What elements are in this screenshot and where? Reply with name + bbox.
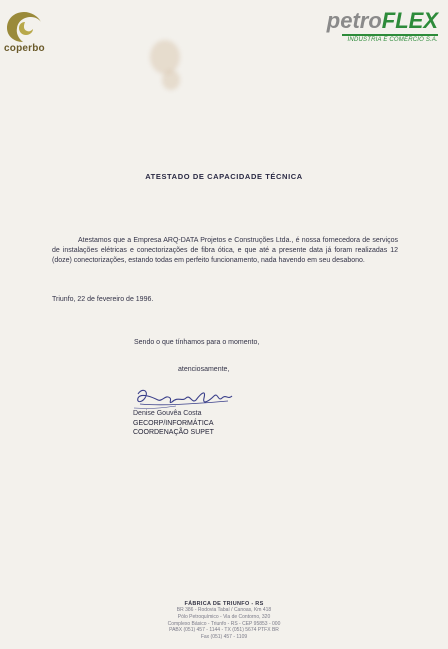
footer-title: FÁBRICA DE TRIUNFO - RS [184,601,264,607]
document-body: Atestamos que a Empresa ARQ-DATA Projetos e Construções Ltda., é nossa fornecedora de serviços de instalações elétricas e conectorizações de fibra ótica, e que até a presente data já foram realizadas 12 (doze) conectorizações, estando todas em perfeito funcionamento, nada havendo em seu desabono. [52,237,398,264]
petroflex-underline [342,34,438,36]
petroflex-logo [327,10,438,43]
regards-text: atenciosamente, [178,366,230,373]
petroflex-subtitle: INDÚSTRIA E COMÉRCIO S.A. [347,37,438,43]
coperbo-swirl-icon [4,10,44,44]
footer-line: Fax (051) 457 - 1109 [200,634,248,641]
coperbo-logo [4,10,60,44]
petroflex-wordmark: petroFLEX [326,8,438,33]
paper-stain [150,40,180,74]
footer-line: PABX (051) 457 - 1144 - TX (051) 5674 PTFX BR [169,627,279,634]
footer-address [0,601,448,641]
footer-line: Pólo Petroquímico - Via de Contorno, 320 [177,613,271,620]
document-date: Triunfo, 22 de fevereiro de 1996. [52,296,154,303]
footer-line: Complexo Básico - Triunfo - RS - CEP 95853 - 000 [167,620,281,627]
dept-line-2: COORDENAÇÃO SUPET [133,429,214,436]
document-title: ATESTADO DE CAPACIDADE TÉCNICA [145,172,303,181]
paper-stain [162,70,180,90]
coperbo-wordmark: coperbo [4,43,45,54]
signatory-name: Denise Gouvêa Costa [133,410,202,417]
dept-line-1: GECORP/INFORMÁTICA [133,420,214,427]
footer-line: BR 386 - Rodovia Tabaí / Canoas, Km 418 [176,607,272,613]
closing-text: Sendo o que tínhamos para o momento, [134,339,260,346]
signatory-department [133,419,214,437]
